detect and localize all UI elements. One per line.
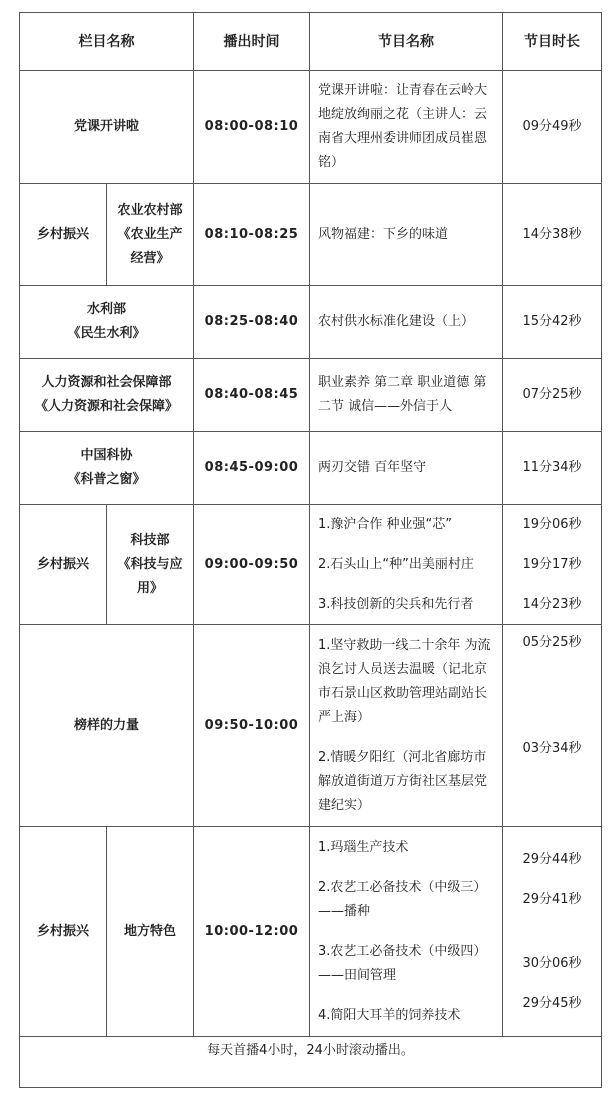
program-name: 两刃交错 百年坚守 bbox=[310, 432, 503, 505]
table-row bbox=[20, 505, 602, 625]
column-line: 经营》 bbox=[130, 250, 170, 266]
table-row bbox=[20, 432, 602, 505]
column-line: 《农业生产 bbox=[117, 226, 183, 242]
table-row bbox=[20, 625, 602, 827]
program-name: 农村供水标准化建设（上） bbox=[310, 286, 503, 359]
column-line: 《科普之窗》 bbox=[67, 472, 146, 487]
column-name bbox=[20, 432, 194, 505]
column-line: 《民生水利》 bbox=[67, 326, 146, 341]
air-time: 08:45-09:00 bbox=[194, 432, 310, 505]
program-item: 4.简阳大耳羊的饲养技术 bbox=[318, 1007, 461, 1023]
duration: 14分38秒 bbox=[503, 184, 602, 286]
column-line: 人力资源和社会保障部 bbox=[41, 375, 172, 390]
program-name: 党课开讲啦：让青春在云岭大地绽放绚丽之花（主讲人：云南省大理州委讲师团成员崔恩铭） bbox=[310, 71, 503, 184]
column-name: 党课开讲啦 bbox=[20, 71, 194, 184]
duration: 14分23秒 bbox=[522, 596, 582, 612]
column-name bbox=[107, 184, 194, 286]
column-name bbox=[20, 286, 194, 359]
table-row bbox=[20, 827, 602, 1037]
program-list bbox=[310, 505, 503, 625]
duration: 29分41秒 bbox=[522, 891, 582, 907]
category: 乡村振兴 bbox=[20, 827, 107, 1037]
air-time: 09:50-10:00 bbox=[194, 625, 310, 827]
column-name bbox=[20, 359, 194, 432]
duration-list bbox=[503, 827, 602, 1037]
duration: 11分34秒 bbox=[503, 432, 602, 505]
duration: 15分42秒 bbox=[503, 286, 602, 359]
duration: 09分49秒 bbox=[503, 71, 602, 184]
table-row bbox=[20, 184, 602, 286]
program-item: 2.情暖夕阳红（河北省廊坊市解放道街道万方街社区基层党建纪实） bbox=[318, 749, 488, 813]
column-name bbox=[107, 505, 194, 625]
air-time: 09:00-09:50 bbox=[194, 505, 310, 625]
program-name: 风物福建：下乡的味道 bbox=[310, 184, 503, 286]
column-line: 《人力资源和社会保障》 bbox=[34, 399, 178, 414]
column-line: 中国科协 bbox=[80, 448, 133, 463]
air-time: 08:40-08:45 bbox=[194, 359, 310, 432]
program-item: 1.坚守救助一线二十余年 为流浪乞讨人员送去温暖（记北京市石景山区救助管理站副站长严上海） bbox=[318, 637, 491, 725]
table-row bbox=[20, 286, 602, 359]
duration: 30分06秒 bbox=[522, 955, 582, 971]
air-time: 10:00-12:00 bbox=[194, 827, 310, 1037]
duration: 29分44秒 bbox=[522, 851, 582, 867]
program-list bbox=[310, 625, 503, 827]
header-program-name: 节目名称 bbox=[310, 13, 503, 71]
air-time: 08:25-08:40 bbox=[194, 286, 310, 359]
column-name: 榜样的力量 bbox=[20, 625, 194, 827]
table-row bbox=[20, 359, 602, 432]
schedule-table bbox=[19, 12, 602, 1088]
program-item: 2.农艺工必备技术（中级三）——播种 bbox=[318, 879, 487, 919]
air-time: 08:10-08:25 bbox=[194, 184, 310, 286]
duration-list bbox=[503, 505, 602, 625]
air-time: 08:00-08:10 bbox=[194, 71, 310, 184]
duration-list bbox=[503, 625, 602, 827]
header-column-name: 栏目名称 bbox=[20, 13, 194, 71]
program-item: 2.石头山上“种”出美丽村庄 bbox=[318, 556, 474, 572]
footer-row bbox=[20, 1037, 602, 1088]
program-name: 职业素养 第二章 职业道德 第二节 诚信——外信于人 bbox=[310, 359, 503, 432]
program-item: 3.农艺工必备技术（中级四）——田间管理 bbox=[318, 943, 487, 983]
column-name: 地方特色 bbox=[107, 827, 194, 1037]
duration: 07分25秒 bbox=[503, 359, 602, 432]
column-line: 用》 bbox=[136, 580, 163, 596]
duration: 19分06秒 bbox=[522, 516, 582, 532]
footer-note: 每天首播4小时，24小时滚动播出。 bbox=[20, 1037, 602, 1088]
column-line: 科技部 bbox=[130, 532, 170, 548]
duration: 19分17秒 bbox=[522, 556, 582, 572]
header-duration: 节目时长 bbox=[503, 13, 602, 71]
program-item: 1.玛瑙生产技术 bbox=[318, 839, 409, 855]
duration: 29分45秒 bbox=[522, 995, 582, 1011]
table-row bbox=[20, 71, 602, 184]
category: 乡村振兴 bbox=[20, 505, 107, 625]
column-line: 水利部 bbox=[86, 302, 126, 317]
duration: 05分25秒 bbox=[522, 635, 582, 650]
header-row bbox=[20, 13, 602, 71]
program-item: 3.科技创新的尖兵和先行者 bbox=[318, 596, 474, 612]
duration: 03分34秒 bbox=[522, 741, 582, 756]
column-line: 农业农村部 bbox=[117, 202, 183, 218]
program-item: 1.豫沪合作 种业强“芯” bbox=[318, 516, 453, 532]
column-line: 《科技与应 bbox=[117, 556, 183, 572]
category: 乡村振兴 bbox=[20, 184, 107, 286]
header-air-time: 播出时间 bbox=[194, 13, 310, 71]
program-list bbox=[310, 827, 503, 1037]
